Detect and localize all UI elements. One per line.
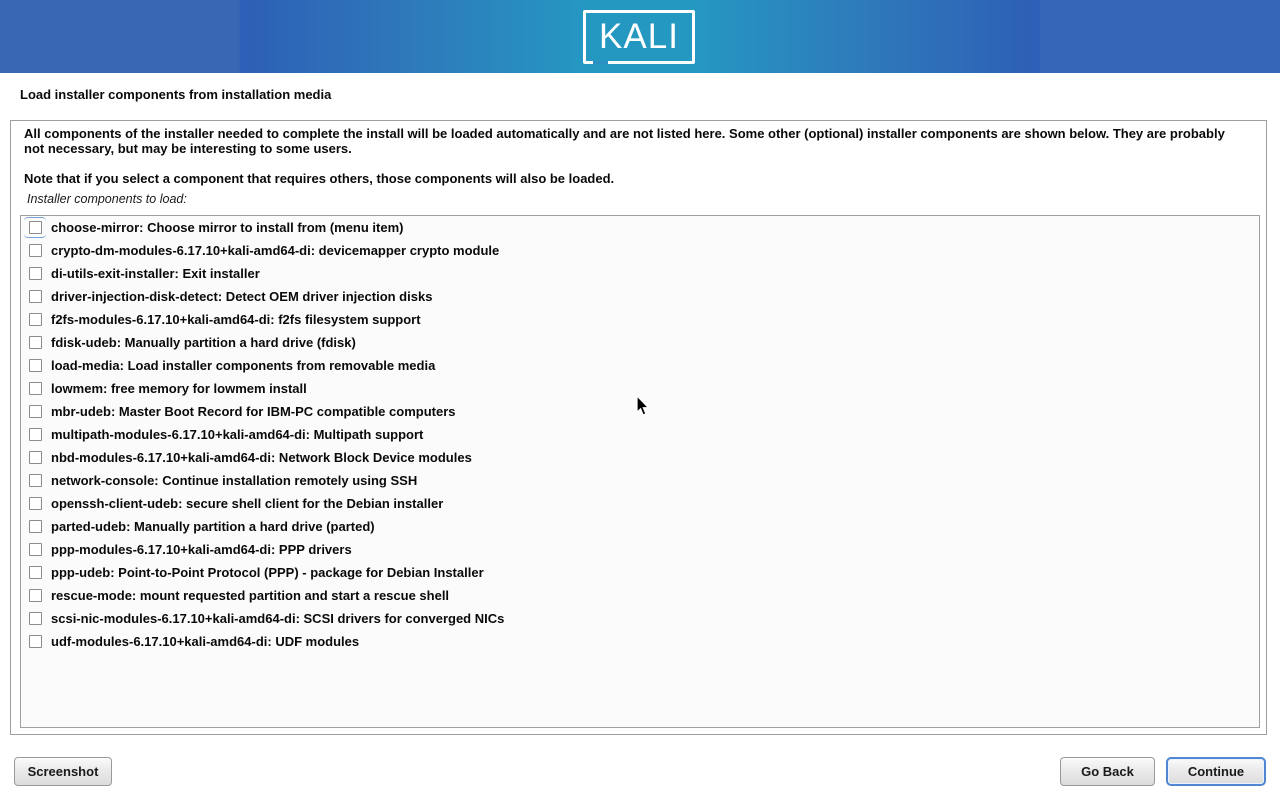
checkbox-focus-ring [24,447,46,468]
component-row[interactable] [21,492,1259,515]
checkbox-focus-ring [24,263,46,284]
component-row[interactable] [21,423,1259,446]
installer-banner [0,0,1280,73]
component-row[interactable] [21,377,1259,400]
component-label: mbr-udeb: Master Boot Record for IBM-PC compatible computers [51,404,456,419]
component-label: multipath-modules-6.17.10+kali-amd64-di: Multipath support [51,427,424,442]
component-row[interactable] [21,561,1259,584]
checkbox-focus-ring [24,562,46,583]
component-checkbox[interactable] [29,520,42,533]
components-list-label: Installer components to load: [27,192,187,206]
component-checkbox[interactable] [29,313,42,326]
component-row[interactable] [21,446,1259,469]
component-row[interactable] [21,515,1259,538]
component-label: driver-injection-disk-detect: Detect OEM driver injection disks [51,289,433,304]
component-label: nbd-modules-6.17.10+kali-amd64-di: Network Block Device modules [51,450,472,465]
checkbox-focus-ring [24,493,46,514]
checkbox-focus-ring [24,424,46,445]
content-frame [10,120,1267,735]
component-checkbox[interactable] [29,336,42,349]
component-checkbox[interactable] [29,474,42,487]
checkbox-focus-ring [24,516,46,537]
checkbox-focus-ring [24,539,46,560]
component-checkbox[interactable] [29,405,42,418]
component-checkbox[interactable] [29,382,42,395]
component-checkbox[interactable] [29,612,42,625]
component-row[interactable] [21,584,1259,607]
checkbox-focus-ring [24,378,46,399]
component-row[interactable] [21,538,1259,561]
screenshot-button[interactable]: Screenshot [14,757,112,786]
checkbox-focus-ring [24,401,46,422]
component-row[interactable] [21,239,1259,262]
checkbox-focus-ring [24,217,46,238]
checkbox-focus-ring [24,631,46,652]
component-checkbox[interactable] [29,566,42,579]
checkbox-focus-ring [24,309,46,330]
component-label: choose-mirror: Choose mirror to install from (menu item) [51,220,404,235]
component-row[interactable] [21,308,1259,331]
component-row[interactable] [21,630,1259,653]
page-title: Load installer components from installation media [20,87,332,102]
component-label: network-console: Continue installation remotely using SSH [51,473,418,488]
component-label: udf-modules-6.17.10+kali-amd64-di: UDF modules [51,634,360,649]
component-checkbox[interactable] [29,451,42,464]
checkbox-focus-ring [24,585,46,606]
checkbox-focus-ring [24,470,46,491]
component-checkbox[interactable] [29,290,42,303]
component-checkbox[interactable] [29,221,42,234]
component-label: f2fs-modules-6.17.10+kali-amd64-di: f2fs filesystem support [51,312,421,327]
continue-button[interactable]: Continue [1166,757,1266,786]
checkbox-focus-ring [24,286,46,307]
component-row[interactable] [21,607,1259,630]
go-back-button[interactable]: Go Back [1060,757,1155,786]
component-row[interactable] [21,331,1259,354]
component-label: lowmem: free memory for lowmem install [51,381,307,396]
kali-logo-bracket-gap [593,61,608,64]
checkbox-focus-ring [24,332,46,353]
checkbox-focus-ring [24,608,46,629]
component-label: parted-udeb: Manually partition a hard drive (parted) [51,519,375,534]
component-label: ppp-modules-6.17.10+kali-amd64-di: PPP drivers [51,542,352,557]
component-row[interactable] [21,469,1259,492]
component-label: load-media: Load installer components from removable media [51,358,436,373]
component-checkbox[interactable] [29,267,42,280]
component-checkbox[interactable] [29,497,42,510]
component-row[interactable] [21,285,1259,308]
component-checkbox[interactable] [29,428,42,441]
component-label: openssh-client-udeb: secure shell client for the Debian installer [51,496,444,511]
kali-logo [583,10,695,64]
component-label: di-utils-exit-installer: Exit installer [51,266,260,281]
component-row[interactable] [21,262,1259,285]
component-label: crypto-dm-modules-6.17.10+kali-amd64-di: devicemapper crypto module [51,243,500,258]
component-label: ppp-udeb: Point-to-Point Protocol (PPP) - package for Debian Installer [51,565,484,580]
component-checkbox[interactable] [29,543,42,556]
component-checkbox[interactable] [29,589,42,602]
component-label: fdisk-udeb: Manually partition a hard drive (fdisk) [51,335,356,350]
component-label: scsi-nic-modules-6.17.10+kali-amd64-di: SCSI drivers for converged NICs [51,611,505,626]
component-checkbox[interactable] [29,635,42,648]
kali-logo-text: KALI [599,16,679,56]
components-list[interactable] [20,215,1260,728]
component-row[interactable] [21,400,1259,423]
checkbox-focus-ring [24,355,46,376]
component-row[interactable] [21,216,1259,239]
component-checkbox[interactable] [29,244,42,257]
component-checkbox[interactable] [29,359,42,372]
intro-note: Note that if you select a component that requires others, those components will also be loaded. [24,171,615,186]
component-row[interactable] [21,354,1259,377]
intro-paragraph: All components of the installer needed to complete the install will be loaded automatically and are not listed here. Some other (optional) installer components are shown below. They are probably not necessary, but may be interesting to some users. [24,126,1225,156]
component-label: rescue-mode: mount requested partition and start a rescue shell [51,588,450,603]
checkbox-focus-ring [24,240,46,261]
